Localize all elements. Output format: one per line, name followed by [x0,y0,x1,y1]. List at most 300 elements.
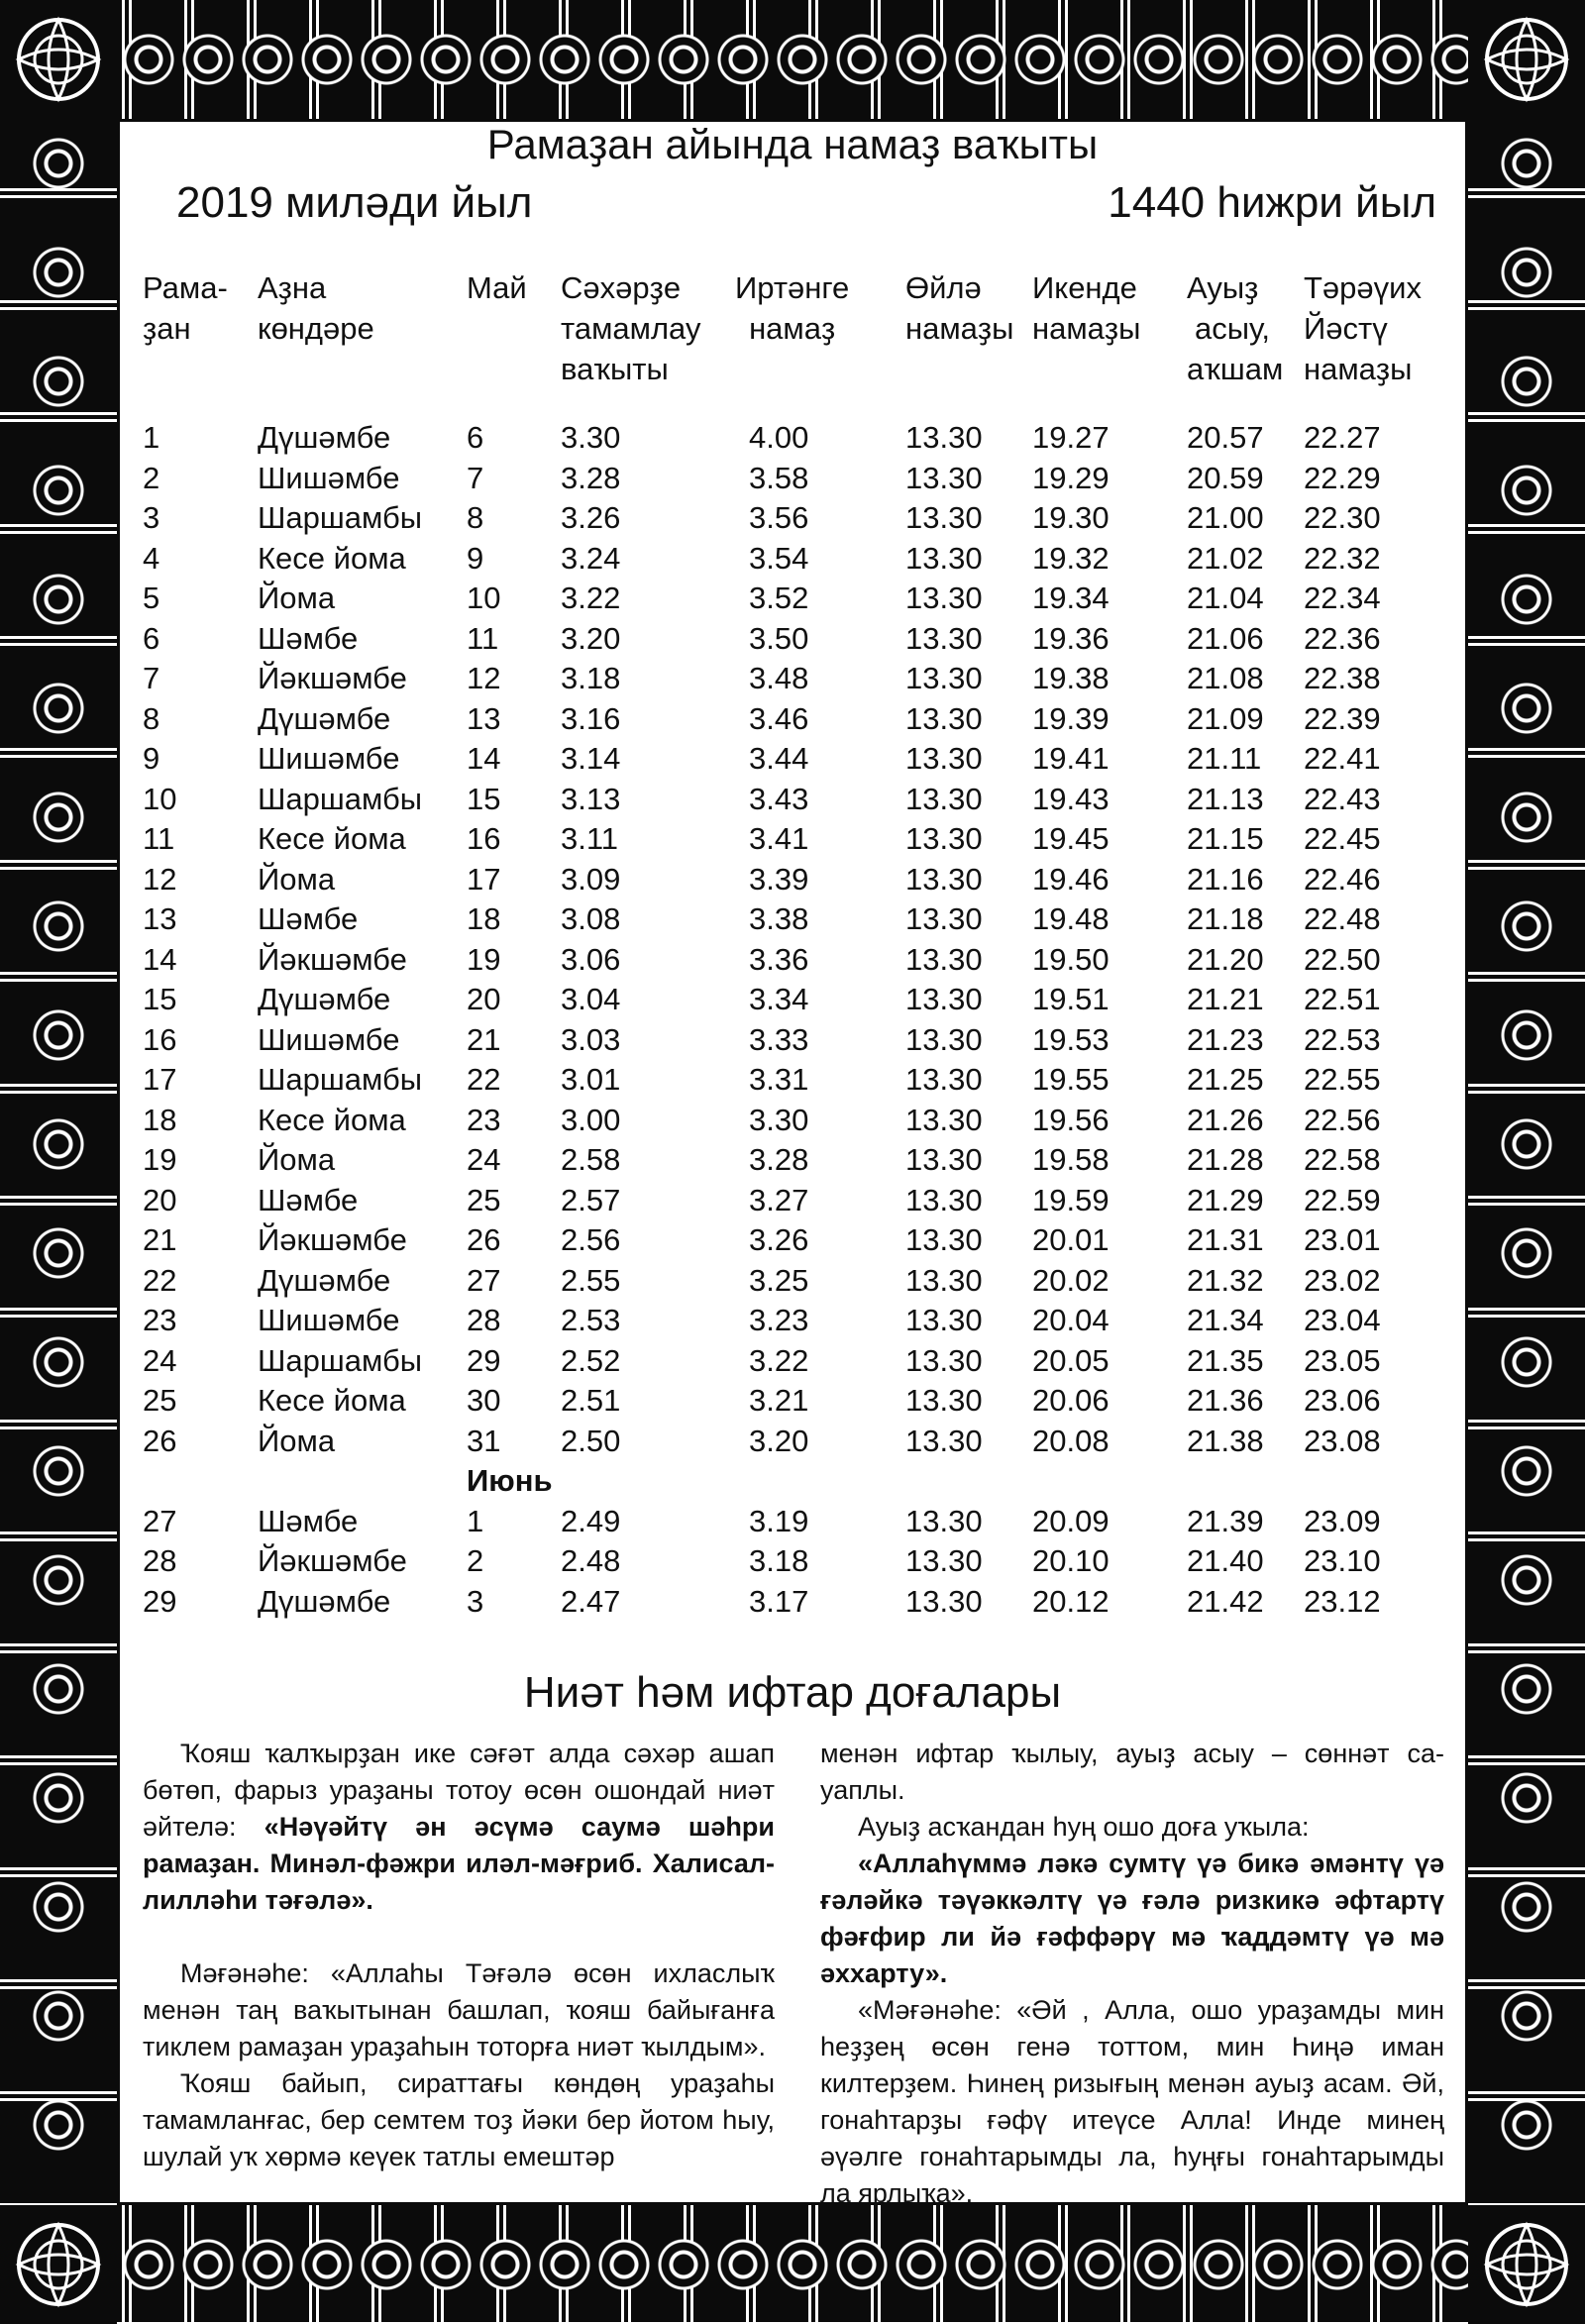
ornament-border-right [1468,0,1585,2322]
header-line: аҡшам [1187,352,1284,386]
cell-fajr-time: 3.36 [749,941,809,977]
cell-asr-time: 19.55 [1032,1062,1110,1097]
cell-isha-time: 22.51 [1304,982,1381,1016]
cell-fajr-time: 3.31 [749,1062,809,1097]
cell-day-number: 4 [143,540,160,576]
cell-day-number: 26 [143,1423,177,1458]
table-row [137,1101,1448,1141]
cell-dhuhr-time: 13.30 [905,982,983,1016]
cell-isha-time: 22.48 [1304,901,1381,936]
cell-date: 11 [467,620,499,656]
cell-weekday: Дүшәмбе [258,982,391,1016]
cell-isha-time: 22.53 [1304,1021,1381,1057]
header-line: Йәстү [1304,311,1388,346]
cell-day-number: 22 [143,1262,177,1298]
cell-fajr-time: 3.17 [749,1583,809,1619]
cell-suhoor-time: 2.48 [561,1543,621,1578]
cell-day-number: 28 [143,1543,177,1578]
cell-dhuhr-time: 13.30 [905,941,983,977]
cell-suhoor-time: 3.22 [561,581,621,615]
table-row [137,699,1448,740]
cell-fajr-time: 3.26 [749,1222,809,1257]
cell-isha-time: 22.56 [1304,1102,1381,1137]
cell-fajr-time: 3.19 [749,1503,809,1538]
cell-weekday: Кесе йома [258,1383,406,1418]
cell-date: 28 [467,1303,501,1337]
cell-weekday: Шаршамбы [258,1062,423,1097]
cell-suhoor-time: 3.04 [561,982,621,1016]
cell-day-number: 20 [143,1182,177,1217]
table-row [137,459,1448,499]
cell-suhoor-time: 2.53 [561,1303,621,1337]
cell-isha-time: 22.27 [1304,420,1381,455]
cell-date: 15 [467,781,501,816]
gregorian-year: 2019 миләди йыл [176,178,533,227]
cell-dhuhr-time: 13.30 [905,700,983,736]
cell-suhoor-time: 2.57 [561,1182,621,1217]
cell-fajr-time: 3.43 [749,781,809,816]
cell-dhuhr-time: 13.30 [905,741,983,776]
page-title: Рамаҙан айында намаҙ ваҡыты [486,121,1099,167]
cell-date: 23 [467,1102,501,1137]
header-weekday [258,267,374,349]
cell-asr-time: 20.09 [1032,1503,1110,1538]
cell-asr-time: 19.50 [1032,941,1110,977]
cell-asr-time: 19.48 [1032,901,1110,936]
table-row [137,418,1448,459]
cell-isha-time: 22.34 [1304,581,1381,615]
cell-day-number: 23 [143,1303,177,1337]
cell-suhoor-time: 3.06 [561,941,621,977]
cell-isha-time: 23.08 [1304,1423,1381,1458]
cell-dhuhr-time: 13.30 [905,861,983,897]
section-title: Ниәт һәм ифтар доғалары [523,1668,1062,1717]
cell-isha-time: 22.59 [1304,1182,1381,1217]
cell-dhuhr-time: 13.30 [905,1342,983,1378]
cell-isha-time: 22.36 [1304,620,1381,656]
cell-date: 16 [467,821,501,856]
cell-asr-time: 20.02 [1032,1262,1110,1298]
cell-date: 25 [467,1182,501,1217]
cell-suhoor-time: 3.14 [561,741,621,776]
table-row [137,980,1448,1020]
timetable [137,418,1448,1622]
cell-fajr-time: 3.48 [749,661,809,695]
cell-suhoor-time: 3.01 [561,1062,621,1097]
header-line: тамамлау [561,311,701,346]
header-line: Өйлә [905,270,982,305]
header-fajr [735,267,849,349]
table-row [137,1502,1448,1542]
cell-fajr-time: 3.44 [749,741,809,776]
month-label: Июнь [467,1463,553,1498]
cell-dhuhr-time: 13.30 [905,821,983,856]
cell-date: 10 [467,581,501,615]
cell-asr-time: 19.56 [1032,1102,1110,1137]
table-row [137,780,1448,820]
cell-maghrib-time: 21.23 [1187,1021,1264,1057]
cell-dhuhr-time: 13.30 [905,1262,983,1298]
cell-isha-time: 22.38 [1304,661,1381,695]
cell-dhuhr-time: 13.30 [905,540,983,576]
paragraph: Ҡояш байып, сираттағы көндөң ураҙаһы тамамланғас, бер семтем тоҙ йәки бер йотом һыу, шулай уҡ хөрмә кеүек татлы емештәр [143,2068,775,2171]
cell-fajr-time: 4.00 [749,420,809,455]
cell-day-number: 29 [143,1583,177,1619]
cell-date: 27 [467,1262,501,1298]
cell-asr-time: 19.41 [1032,741,1110,776]
paragraph-text: Ҡояш ҡалҡырҙан ике сәғәт алда сәхәр ашап бөтөп, фарыз ураҙаны тотоу өсөн ошондай ниәт әйтелә: [143,1739,775,1842]
cell-dhuhr-time: 13.30 [905,1303,983,1337]
cell-weekday: Шәмбе [258,1503,359,1538]
cell-weekday: Шаршамбы [258,500,423,535]
table-row [137,1422,1448,1462]
cell-isha-time: 22.39 [1304,700,1381,736]
table-row [137,498,1448,539]
cell-fajr-time: 3.58 [749,460,809,495]
cell-dhuhr-time: 13.30 [905,781,983,816]
cell-isha-time: 22.41 [1304,741,1381,776]
cell-fajr-time: 3.18 [749,1543,809,1578]
cell-isha-time: 23.06 [1304,1383,1381,1418]
cell-maghrib-time: 21.16 [1187,861,1264,897]
cell-maghrib-time: 21.39 [1187,1503,1264,1538]
cell-suhoor-time: 2.56 [561,1222,621,1257]
cell-suhoor-time: 3.18 [561,661,621,695]
cell-day-number: 27 [143,1503,177,1538]
table-row [137,819,1448,860]
cell-maghrib-time: 21.13 [1187,781,1264,816]
table-row [137,1261,1448,1302]
cell-weekday: Шәмбе [258,620,359,656]
ornament-border-bottom [0,2205,1585,2322]
cell-fajr-time: 3.21 [749,1383,809,1418]
cell-suhoor-time: 2.49 [561,1503,621,1538]
cell-maghrib-time: 21.11 [1187,741,1262,776]
table-row [137,739,1448,780]
cell-day-number: 7 [143,661,160,695]
cell-suhoor-time: 3.20 [561,620,621,656]
cell-suhoor-time: 3.08 [561,901,621,936]
cell-fajr-time: 3.20 [749,1423,809,1458]
cell-dhuhr-time: 13.30 [905,1182,983,1217]
cell-maghrib-time: 21.26 [1187,1102,1264,1137]
header-dhuhr [905,267,1013,349]
header-line: ҙан [143,311,191,346]
cell-dhuhr-time: 13.30 [905,1503,983,1538]
paragraph [143,1736,775,1919]
corner-ornament-icon [0,2205,117,2324]
cell-day-number: 17 [143,1062,177,1097]
cell-isha-time: 22.50 [1304,941,1381,977]
cell-asr-time: 19.53 [1032,1021,1110,1057]
cell-day-number: 13 [143,901,177,936]
cell-maghrib-time: 21.06 [1187,620,1264,656]
cell-asr-time: 19.36 [1032,620,1110,656]
cell-dhuhr-time: 13.30 [905,661,983,695]
cell-fajr-time: 3.22 [749,1342,809,1378]
cell-date: 13 [467,700,501,736]
cell-fajr-time: 3.50 [749,620,809,656]
table-row [137,539,1448,580]
cell-maghrib-time: 21.20 [1187,941,1264,977]
cell-isha-time: 22.29 [1304,460,1381,495]
cell-weekday: Дүшәмбе [258,1262,391,1298]
cell-suhoor-time: 2.55 [561,1262,621,1298]
cell-day-number: 2 [143,460,160,495]
cell-weekday: Йәкшәмбе [258,1543,407,1578]
cell-maghrib-time: 21.15 [1187,821,1264,856]
cell-maghrib-time: 20.59 [1187,460,1264,495]
cell-weekday: Шишәмбе [258,460,400,495]
cell-weekday: Кесе йома [258,540,406,576]
cell-maghrib-time: 21.18 [1187,901,1264,936]
cell-date: 19 [467,941,501,977]
header-line: Тәрәүих [1304,270,1422,305]
table-row [137,1541,1448,1582]
cell-weekday: Йома [258,581,336,615]
cell-day-number: 5 [143,581,160,615]
cell-fajr-time: 3.23 [749,1303,809,1337]
cell-suhoor-time: 3.00 [561,1102,621,1137]
table-row [137,1582,1448,1623]
cell-day-number: 6 [143,620,160,656]
cell-suhoor-time: 3.11 [561,821,619,856]
hijri-year: 1440 һижри йыл [1108,178,1436,227]
header-suhoor-end [561,267,700,389]
cell-maghrib-time: 21.31 [1187,1222,1264,1257]
cell-suhoor-time: 3.30 [561,420,621,455]
cell-weekday: Дүшәмбе [258,1583,391,1619]
cell-weekday: Кесе йома [258,821,406,856]
cell-date: 8 [467,500,484,535]
corner-ornament-icon [0,0,117,119]
cell-day-number: 25 [143,1383,177,1418]
cell-date: 26 [467,1222,501,1257]
cell-asr-time: 19.38 [1032,661,1110,695]
iftar-prayer-text: «Аллаһүммә ләкә сумтү үә бикә әмәнтү үә ғәләйкә тәүәккәлтү үә ғәлә ризкикә әфтартү фәғфир ли йә ғәффәрү мә ҡаддәмтү үә мә әххарту». [820,1849,1444,1988]
paragraph: менән ифтар ҡылыу, ауыҙ асыу – сөннәт са-уаплы. [820,1739,1444,1805]
cell-fajr-time: 3.54 [749,540,809,576]
cell-dhuhr-time: 13.30 [905,1383,983,1418]
paragraph: «Мәғәнәһе: «Әй , Алла, ошо ураҙамды мин һеҙҙең өсөн генә тоттом, мин Һиңә иман килтерҙем. Һинең ризығың менән ауыҙ асам. Әй, гонаһтарҙы ғәфү итеүсе Алла! Инде минең әүәлге гонаһтарымды ла, һуңғы гонаһтарымды ла ярлыҡа». [820,1995,1444,2208]
cell-date: 30 [467,1383,501,1418]
header-line: асыу, [1195,311,1271,346]
text-column-right [820,1736,1444,2212]
cell-fajr-time: 3.27 [749,1182,809,1217]
cell-date: 17 [467,861,501,897]
cell-weekday: Шаршамбы [258,1342,423,1378]
cell-maghrib-time: 21.38 [1187,1423,1264,1458]
cell-weekday: Йома [258,1142,336,1177]
cell-dhuhr-time: 13.30 [905,1583,983,1619]
cell-suhoor-time: 3.03 [561,1021,621,1057]
cell-suhoor-time: 3.13 [561,781,621,816]
table-row [137,619,1448,660]
cell-day-number: 16 [143,1021,177,1057]
cell-date: 21 [467,1021,501,1057]
cell-dhuhr-time: 13.30 [905,1021,983,1057]
cell-weekday: Шишәмбе [258,1303,400,1337]
cell-isha-time: 23.04 [1304,1303,1381,1337]
cell-dhuhr-time: 13.30 [905,1543,983,1578]
niyyah-prayer-text: «Нәүәйтү ән әсүмә саумә шәһри рамаҙан. Минәл-фәжри иләл-мәғриб. Халисал-лилләһи тәғәлә». [143,1812,775,1915]
cell-fajr-time: 3.41 [749,821,809,856]
cell-date: 14 [467,741,501,776]
cell-fajr-time: 3.52 [749,581,809,615]
cell-isha-time: 22.32 [1304,540,1381,576]
cell-maghrib-time: 21.29 [1187,1182,1264,1217]
cell-weekday: Шәмбе [258,901,359,936]
cell-maghrib-time: 21.04 [1187,581,1264,615]
cell-day-number: 3 [143,500,160,535]
header-line: көндәре [258,311,374,346]
cell-maghrib-time: 21.25 [1187,1062,1264,1097]
cell-asr-time: 20.12 [1032,1583,1110,1619]
cell-day-number: 9 [143,741,160,776]
cell-maghrib-time: 21.42 [1187,1583,1264,1619]
cell-dhuhr-time: 13.30 [905,420,983,455]
header-line: намаҙы [905,311,1014,346]
header-line: Иртәнге [735,270,850,305]
cell-date: 18 [467,901,501,936]
table-header [137,267,1448,396]
cell-date: 2 [467,1543,484,1578]
cell-dhuhr-time: 13.30 [905,1062,983,1097]
cell-asr-time: 20.05 [1032,1342,1110,1378]
cell-dhuhr-time: 13.30 [905,1142,983,1177]
cell-suhoor-time: 2.47 [561,1583,621,1619]
cell-dhuhr-time: 13.30 [905,901,983,936]
ornament-border-top [0,0,1585,119]
cell-fajr-time: 3.39 [749,861,809,897]
cell-maghrib-time: 21.34 [1187,1303,1264,1337]
cell-dhuhr-time: 13.30 [905,1222,983,1257]
cell-asr-time: 20.06 [1032,1383,1110,1418]
corner-ornament-icon [1468,2205,1585,2324]
cell-fajr-time: 3.25 [749,1262,809,1298]
header-line: Икенде [1032,270,1137,305]
cell-date: 7 [467,460,484,495]
cell-dhuhr-time: 13.30 [905,581,983,615]
cell-weekday: Дүшәмбе [258,700,391,736]
cell-weekday: Йәкшәмбе [258,1222,407,1257]
cell-day-number: 8 [143,700,160,736]
cell-fajr-time: 3.56 [749,500,809,535]
cell-date: 9 [467,540,484,576]
cell-isha-time: 22.30 [1304,500,1381,535]
cell-weekday: Шаршамбы [258,781,423,816]
cell-weekday: Дүшәмбе [258,420,391,455]
cell-day-number: 14 [143,941,177,977]
header-line: Аҙна [258,270,327,305]
cell-isha-time: 23.05 [1304,1342,1381,1378]
cell-isha-time: 22.46 [1304,861,1381,897]
cell-date: 22 [467,1062,501,1097]
header-line: Ауыҙ [1187,270,1259,305]
cell-date: 24 [467,1142,501,1177]
cell-asr-time: 20.10 [1032,1543,1110,1578]
cell-suhoor-time: 3.26 [561,500,621,535]
header-line: намаҙы [1032,311,1141,346]
cell-maghrib-time: 21.40 [1187,1543,1264,1578]
cell-suhoor-time: 2.50 [561,1423,621,1458]
cell-date: 6 [467,420,484,455]
paragraph: Мәғәнәһе: «Аллаһы Тәғәлә өсөн ихласлыҡ менән таң ваҡытынан башлап, ҡояш байығанға тиклем рамаҙан ураҙаһын тоторға ниәт ҡылдым». [143,1958,775,2061]
cell-maghrib-time: 21.21 [1187,982,1264,1016]
cell-day-number: 15 [143,982,177,1016]
header-iftar-maghrib [1187,267,1283,389]
corner-ornament-icon [1468,0,1585,119]
cell-date: 29 [467,1342,501,1378]
cell-maghrib-time: 21.09 [1187,700,1264,736]
table-row [137,579,1448,619]
cell-asr-time: 19.30 [1032,500,1110,535]
cell-isha-time: 22.45 [1304,821,1381,856]
header-may [467,267,527,308]
cell-day-number: 12 [143,861,177,897]
cell-weekday: Шәмбе [258,1182,359,1217]
cell-asr-time: 20.01 [1032,1222,1110,1257]
cell-date: 3 [467,1583,484,1619]
cell-weekday: Йома [258,861,336,897]
cell-weekday: Йәкшәмбе [258,661,407,695]
cell-maghrib-time: 21.28 [1187,1142,1264,1177]
cell-dhuhr-time: 13.30 [905,1423,983,1458]
cell-day-number: 21 [143,1222,177,1257]
ornament-border-left [0,0,117,2322]
cell-asr-time: 19.45 [1032,821,1110,856]
cell-maghrib-time: 21.08 [1187,661,1264,695]
cell-isha-time: 23.12 [1304,1583,1381,1619]
cell-maghrib-time: 20.57 [1187,420,1264,455]
cell-fajr-time: 3.28 [749,1142,809,1177]
table-row [137,1381,1448,1422]
cell-maghrib-time: 21.32 [1187,1262,1264,1298]
cell-asr-time: 19.58 [1032,1142,1110,1177]
cell-asr-time: 20.08 [1032,1423,1110,1458]
cell-weekday: Йома [258,1423,336,1458]
cell-day-number: 19 [143,1142,177,1177]
header-line: Сәхәрҙе [561,270,682,305]
header-ramadan-day [143,267,228,349]
table-row [137,940,1448,981]
header-line: Рама- [143,270,228,305]
cell-asr-time: 20.04 [1032,1303,1110,1337]
cell-isha-time: 22.55 [1304,1062,1381,1097]
header-line: Май [467,270,527,305]
cell-asr-time: 19.59 [1032,1182,1110,1217]
cell-asr-time: 19.29 [1032,460,1110,495]
cell-isha-time: 22.43 [1304,781,1381,816]
cell-suhoor-time: 3.24 [561,540,621,576]
table-row [137,1301,1448,1341]
cell-dhuhr-time: 13.30 [905,460,983,495]
cell-day-number: 11 [143,821,175,856]
cell-fajr-time: 3.38 [749,901,809,936]
cell-suhoor-time: 3.28 [561,460,621,495]
cell-day-number: 1 [143,420,160,455]
cell-weekday: Шишәмбе [258,1021,400,1057]
cell-isha-time: 23.01 [1304,1222,1381,1257]
cell-suhoor-time: 3.16 [561,700,621,736]
cell-fajr-time: 3.33 [749,1021,809,1057]
cell-date: 20 [467,982,501,1016]
table-row [137,659,1448,699]
cell-fajr-time: 3.30 [749,1102,809,1137]
cell-suhoor-time: 2.51 [561,1383,621,1418]
table-row [137,1220,1448,1261]
cell-maghrib-time: 21.35 [1187,1342,1264,1378]
